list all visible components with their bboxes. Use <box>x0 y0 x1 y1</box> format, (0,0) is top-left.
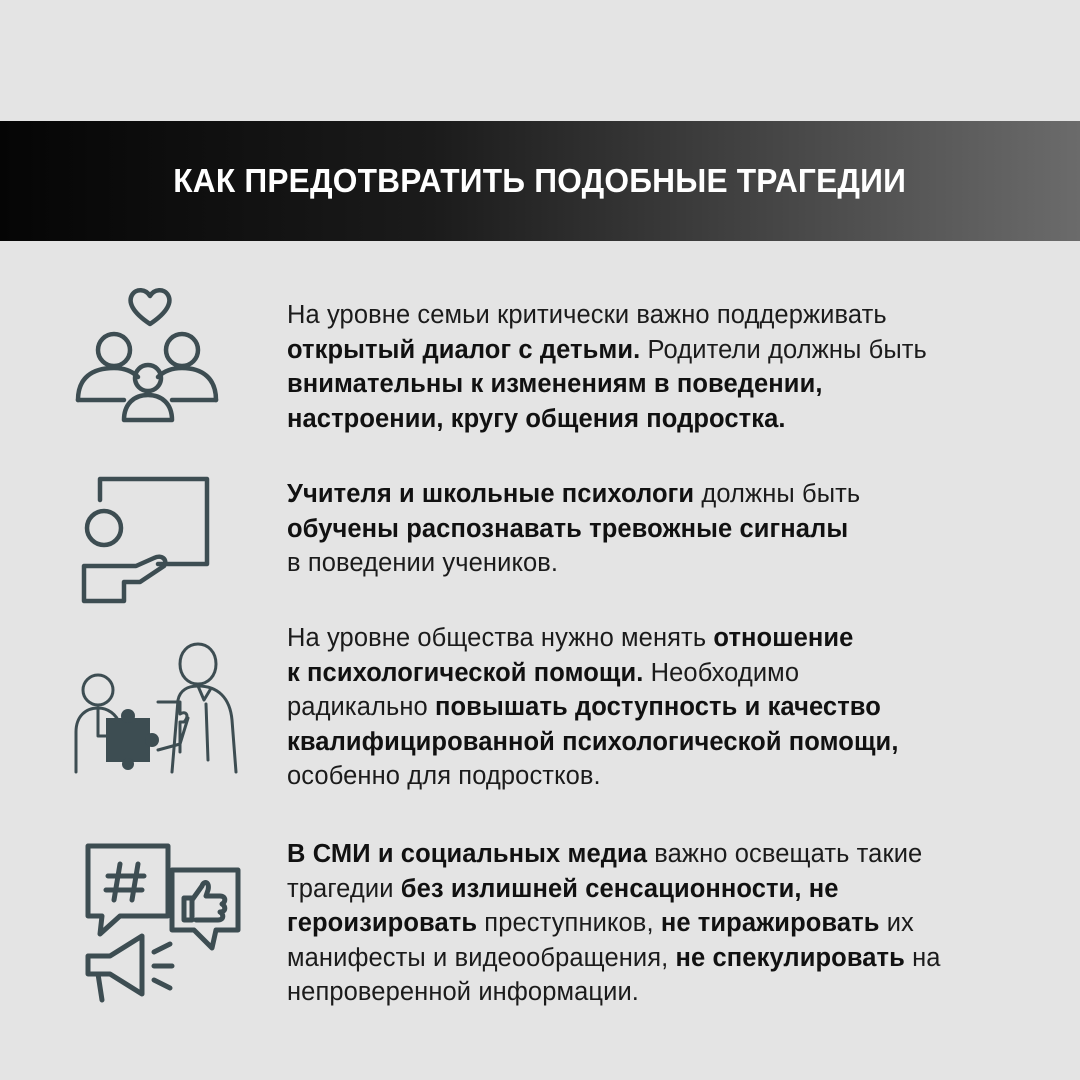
text: непроверенной информации. <box>287 978 639 1006</box>
text: На уровне семьи критически важно поддерживать <box>287 301 887 329</box>
bold-text: В СМИ и социальных медиа <box>287 840 648 868</box>
bold-text: без излишней сенсационности, не <box>400 874 839 903</box>
text-line <box>287 975 1047 1010</box>
bold-text: повышать доступность и качество <box>435 693 881 721</box>
text-block-media <box>287 837 1047 1010</box>
bold-text: не тиражировать <box>660 909 880 937</box>
puzzle-help-icon <box>68 640 243 780</box>
paragraph <box>287 621 1047 794</box>
text-line <box>287 546 1047 581</box>
text-line <box>287 690 1047 725</box>
text: Родители должны быть <box>640 335 927 364</box>
paragraph <box>287 477 1047 581</box>
text-line <box>287 906 1047 941</box>
text: радикально <box>287 693 435 721</box>
text: на <box>904 943 941 972</box>
bold-text: не спекулировать <box>675 943 905 972</box>
text-line <box>287 941 1047 976</box>
bold-text: внимательны к изменениям в поведении, <box>287 370 823 398</box>
text-line <box>287 725 1047 760</box>
paragraph <box>287 298 1047 436</box>
text-line <box>287 333 1047 368</box>
paragraph <box>287 837 1047 1010</box>
teacher-board-icon <box>80 476 215 606</box>
title-banner <box>0 121 1080 241</box>
bold-text: настроении, кругу общения подростка. <box>287 404 786 433</box>
bold-text: открытый диалог с детьми. <box>287 335 641 364</box>
bold-text: отношение <box>713 624 854 652</box>
page-title: КАК ПРЕДОТВРАТИТЬ ПОДОБНЫЕ ТРАГЕДИИ <box>173 162 907 199</box>
text-line <box>287 512 1047 547</box>
bold-text: обучены распознавать тревожные сигналы <box>287 514 849 543</box>
text: должны быть <box>694 480 861 508</box>
text-line <box>287 477 1047 512</box>
bold-text: Учителя и школьные психологи <box>287 480 695 508</box>
text: Необходимо <box>643 658 800 687</box>
text-line <box>287 621 1047 656</box>
text: На уровне общества нужно менять <box>287 624 714 652</box>
social-media-icon <box>80 838 245 1003</box>
bold-text: героизировать <box>287 909 478 937</box>
text-line <box>287 656 1047 691</box>
text: важно освещать такие <box>647 840 923 868</box>
bold-text: квалифицированной психологической помощи, <box>287 727 899 756</box>
text-block-society <box>287 621 1047 794</box>
text-block-school <box>287 477 1047 581</box>
text-line <box>287 402 1047 437</box>
text-line <box>287 872 1047 907</box>
text-line <box>287 298 1047 333</box>
family-heart-icon <box>72 282 222 432</box>
text-line <box>287 367 1047 402</box>
text: манифесты и видеообращения, <box>287 943 676 972</box>
text: трагедии <box>287 874 401 903</box>
text-block-family <box>287 298 1047 436</box>
text: преступников, <box>477 909 661 937</box>
text: их <box>879 909 914 937</box>
bold-text: к психологической помощи. <box>287 658 644 687</box>
text-line <box>287 759 1047 794</box>
text-line <box>287 837 1047 872</box>
text: в поведении учеников. <box>287 549 559 577</box>
text: особенно для подростков. <box>287 762 601 790</box>
